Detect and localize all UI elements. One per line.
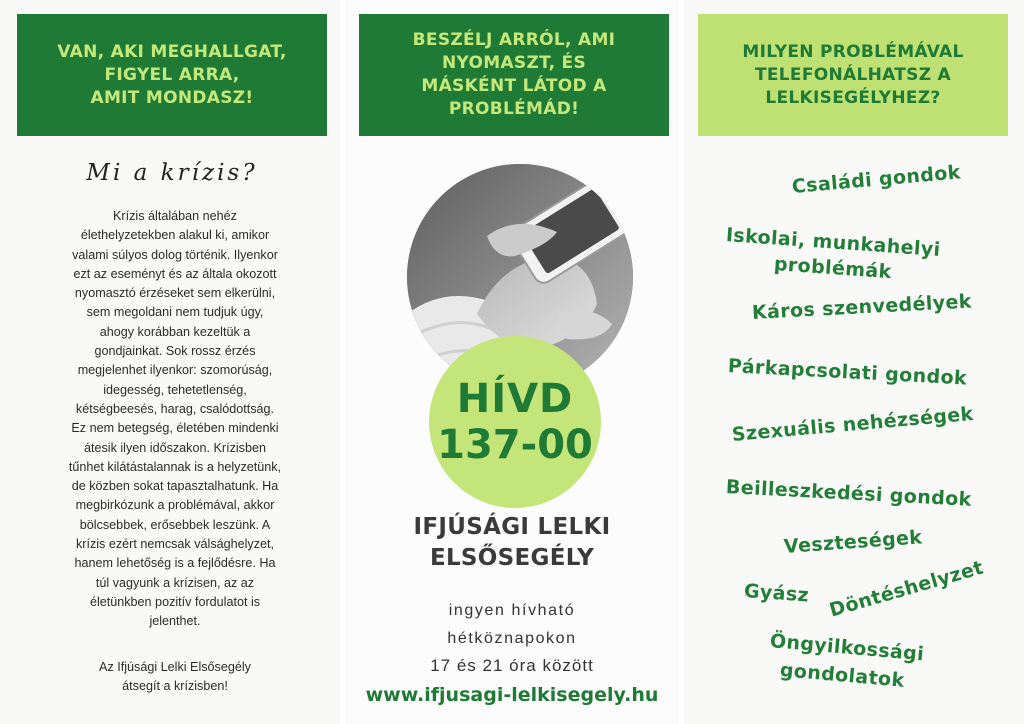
banner-line: VAN, AKI MEGHALLGAT, [57,41,287,62]
body-line: ahogy korábban kezeltük a [99,324,251,339]
banner-line: MÁSKÉNT LÁTOD A [421,76,607,96]
topic-school-work: Iskolai, munkahelyi [725,224,942,261]
footer-line: Az Ifjúsági Lelki Elsősegély [99,660,251,674]
topic-addictions: Káros szenvedélyek [751,290,973,324]
footer-line: átsegít a krízisben! [122,679,228,693]
call-number-badge [429,336,601,508]
call-word: HÍVD [456,376,574,422]
body-line: tűnhet kilátástalannak is a helyzetünk, [68,459,282,474]
crisis-body [40,207,310,632]
body-line: élethelyzetekben alakul ki, amikor [80,228,270,243]
crisis-title: Mi a krízis? [86,160,258,186]
body-line: valami súlyos dolog történik. Ilyenkor [72,247,278,262]
panel-middle [345,0,679,724]
topic-decision: Döntéshelyzet [826,556,987,622]
panel-right [684,0,1024,724]
org-name-line: ELSŐSEGÉLY [429,545,595,571]
banner-line: AMIT MONDASZ! [90,87,254,108]
body-line: életünkben pozitív fordulatot is [89,594,261,609]
banner-line: TELEFONÁLHATSZ A [754,64,952,85]
org-name-line: IFJÚSÁGI LELKI [413,514,611,540]
topic-losses: Veszteségek [783,526,924,558]
topic-suicidal-cont: gondolatok [779,659,906,692]
body-line: Krízis általában nehéz [113,209,237,223]
banner-problems [698,14,1008,136]
banner-listen [17,14,327,136]
info-free-call: ingyen hívható [448,602,576,619]
body-line: átesik ilyen időszakon. Krízisben [83,440,266,455]
topic-sexual: Szexuális nehézségek [731,402,975,446]
body-line: idegesség, tehetetlenség, [103,382,247,397]
topic-suicidal: Öngyilkossági [769,630,925,666]
topic-integration: Beilleszkedési gondok [725,476,973,511]
body-line: kétségbeesés, harag, csalódottság. [75,401,275,416]
body-line: túl vagyunk a krízisen, az az [95,575,255,590]
banner-line: BESZÉLJ ARRÓL, AMI [412,30,616,50]
body-line: Ez nem betegség, életében mindenki [71,421,279,436]
organization-name [345,512,679,574]
body-line: ezt az eseményt és az általa okozott [73,266,277,281]
topic-relationships: Párkapcsolati gondok [727,355,968,390]
crisis-footer [40,658,310,696]
website-link[interactable]: www.ifjusagi-lelkisegely.hu [365,684,659,706]
body-line: jelenthet. [149,614,201,629]
body-line: hanem lehetőség is a fejlődésre. Ha [74,556,276,571]
body-line: megbirkózunk a problémával, akkor [75,498,275,513]
body-line: sem megoldani nem tudjuk úgy, [86,305,264,320]
body-line: de közben sokat tapasztalhatunk. Ha [71,479,279,494]
banner-line: NYOMASZT, ÉS [441,53,587,73]
info-hours: 17 és 21 óra között [430,656,594,675]
topic-school-work-cont: problémák [773,253,893,284]
body-line: krízis ezért nemcsak válsághelyzet, [75,537,275,552]
banner-line: MILYEN PROBLÉMÁVAL [742,41,964,62]
banner-line: PROBLÉMÁD! [448,99,580,119]
body-line: nyomasztó érzéseket sem elkerülni, [74,286,276,301]
phone-number[interactable]: 137-00 [437,422,593,468]
banner-line: FIGYEL ARRA, [104,64,240,85]
body-line: megjelenhet ilyenkor: szomorúság, [77,363,273,378]
topic-grief: Gyász [743,580,810,607]
topic-family: Családi gondok [791,161,962,198]
banner-line: LELKISEGÉLYHEZ? [765,87,941,108]
info-weekdays: hétköznapokon [447,630,577,647]
body-line: bölcsebbek, erősebbek leszünk. A [79,517,271,532]
panel-left [0,0,340,724]
banner-talk [359,14,669,136]
body-line: gondjainkat. Sok rossz érzés [94,344,256,359]
